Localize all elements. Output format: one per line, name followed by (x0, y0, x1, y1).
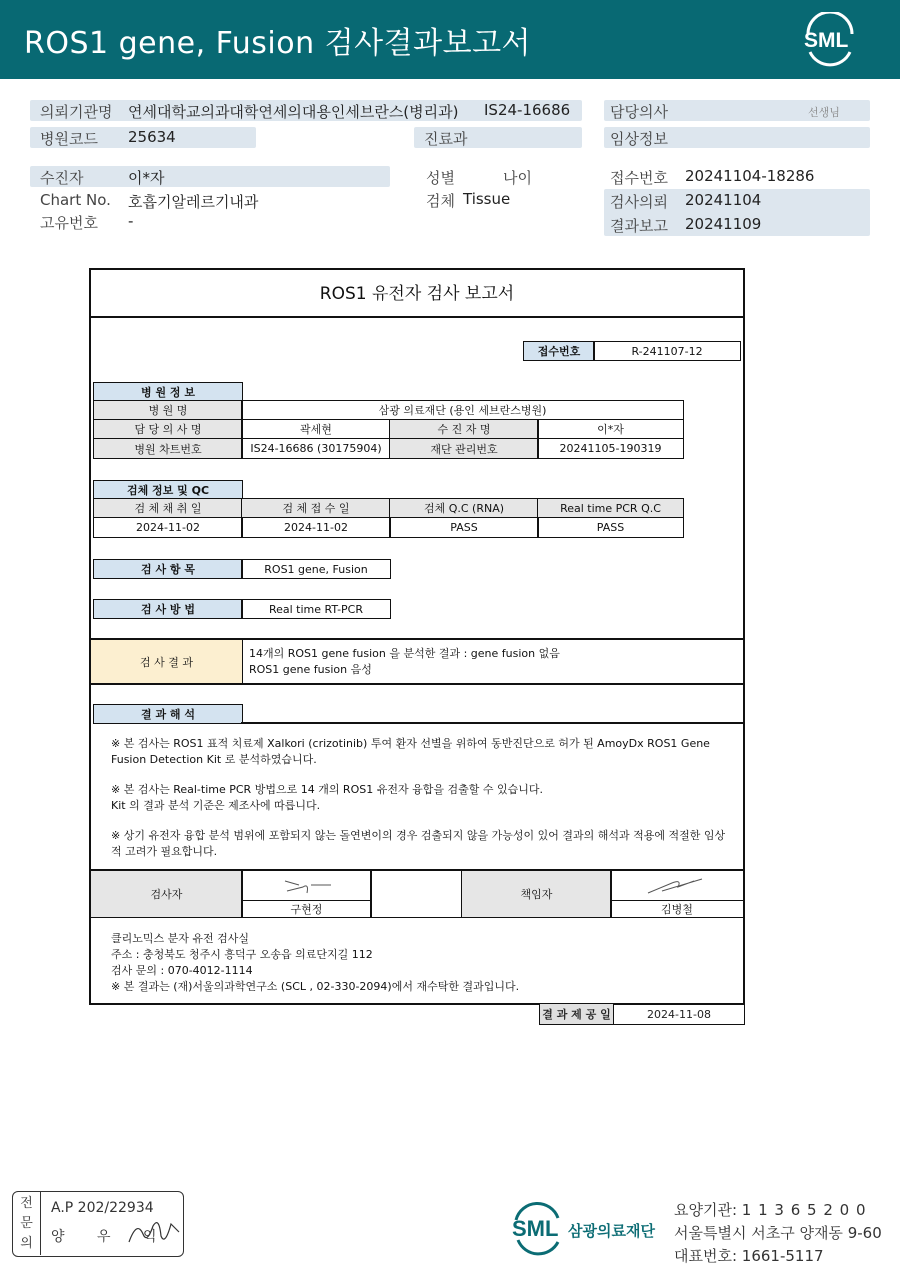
test-method-val: Real time RT-PCR (241, 599, 391, 619)
patient-label: 수진자 (40, 169, 84, 187)
val-qc-pcr: PASS (537, 517, 684, 538)
footer-logo (510, 1200, 670, 1256)
institution-label: 의뢰기관명 (40, 103, 113, 121)
logo-text: SML (804, 29, 849, 52)
hospital-name-val: 삼광 의료재단 (용인 세브란스병원) (241, 400, 684, 420)
col-qc-rna: 검체 Q.C (RNA) (389, 498, 539, 518)
lab-contact: 검사 문의 : 070-4012-1114 (111, 964, 253, 977)
report-title: ROS1 유전자 검사 보고서 (91, 270, 743, 318)
test-method-key: 검 사 방 법 (93, 599, 243, 619)
doctor-key: 담 당 의 사 명 (93, 419, 243, 439)
interp-3b: 적 고려가 필요합니다. (111, 845, 218, 858)
chart-value: 호흡기알레르기내과 (128, 193, 259, 211)
result-line-2: ROS1 gene fusion 음성 (249, 663, 372, 676)
interp-2b: Kit 의 결과 분석 기준은 제조사에 따릅니다. (111, 799, 321, 812)
footer-line-1-label: 요양기관: (674, 1201, 742, 1219)
mgmt-key: 재단 관리번호 (389, 438, 539, 459)
hospital-name-key: 병 원 명 (93, 400, 243, 420)
footer-line-3-value: 1661-5117 (741, 1247, 824, 1265)
col-qc-pcr: Real time PCR Q.C (537, 498, 684, 518)
result-date-val: 2024-11-08 (647, 1007, 711, 1021)
interp-line (241, 722, 743, 724)
chart-label: Chart No. (40, 191, 111, 209)
test-item-key: 검 사 항 목 (93, 559, 243, 579)
specimen-value: Tissue (463, 190, 511, 208)
interpretation-key: 결 과 해 석 (93, 704, 243, 724)
result-line-1: 14개의 ROS1 gene fusion 을 분석한 결과 : gene fusion 없음 (249, 647, 560, 660)
footer-sml-text: SML (512, 1216, 559, 1241)
footer-line-3-label: 대표번호: (674, 1247, 742, 1265)
request-label: 검사의뢰 (610, 193, 668, 211)
doctor-label: 담당의사 (610, 103, 668, 121)
responsible-key: 책임자 (461, 870, 612, 918)
report-document (89, 268, 745, 1005)
receipt-val: R-241107-12 (593, 341, 741, 361)
stamp-ap: A.P 202/22934 (51, 1200, 154, 1216)
test-item-val: ROS1 gene, Fusion (241, 559, 391, 579)
sex-label: 성별 (426, 169, 455, 187)
footer-line-2: 서울특별시 서초구 양재동 9-60 (674, 1224, 882, 1242)
stamp-side-2: 문 (20, 1216, 33, 1231)
tester-signature (241, 870, 372, 901)
responsible-signature (610, 870, 743, 901)
hospital-code-value: 25634 (128, 128, 176, 146)
mgmt-val: 20241105-190319 (537, 438, 684, 459)
interp-3a: ※ 상기 유전자 융합 분석 범위에 포함되지 않는 돌연변이의 경우 검출되지 않을 가능성이 있어 결과의 해석과 적용에 적절한 임상 (111, 829, 726, 842)
val-receive-date: 2024-11-02 (241, 517, 391, 538)
doctor-suffix: 선생님 (808, 106, 840, 119)
report-label: 결과보고 (610, 217, 668, 235)
col-collect-date: 검 체 채 취 일 (93, 498, 243, 518)
specimen-section-header: 검체 정보 및 QC (93, 480, 243, 499)
chart-key: 병원 차트번호 (93, 438, 243, 459)
val-qc-rna: PASS (389, 517, 539, 538)
age-label: 나이 (503, 169, 532, 187)
specimen-label: 검체 (426, 192, 455, 210)
receipt-key: 접수번호 (523, 341, 595, 361)
blank-cell (370, 870, 463, 918)
patient-value: 이*자 (128, 169, 165, 187)
chart-val: IS24-16686 (30175904) (241, 438, 391, 459)
receipt-value: 20241104-18286 (685, 167, 815, 185)
hospital-section-header: 병 원 정 보 (93, 382, 243, 401)
page-title: ROS1 gene, Fusion 검사결과보고서 (24, 26, 532, 61)
patient-val: 이*자 (537, 419, 684, 439)
tester-name: 구현정 (241, 900, 372, 918)
lab-info (111, 931, 519, 995)
footer-korean-text: 삼광의료재단 (568, 1222, 655, 1240)
unique-label: 고유번호 (40, 214, 98, 232)
sml-logo-icon (800, 12, 860, 68)
tester-signature-icon (277, 875, 337, 897)
tester-key: 검사자 (91, 870, 243, 918)
result-key: 검 사 결 과 (91, 639, 243, 684)
lab-address: 주소 : 충청북도 청주시 흥덕구 오송읍 의료단지길 112 (111, 948, 373, 961)
footer-line-1-value: 1 1 3 6 5 2 0 0 (741, 1201, 867, 1219)
department-label: 진료과 (424, 130, 468, 148)
patient-row (30, 166, 390, 187)
stamp-side-1: 전 (20, 1196, 33, 1211)
stamp-side (13, 1192, 41, 1255)
result-date-box (539, 1003, 745, 1025)
doctor-val: 곽세현 (241, 419, 391, 439)
result-bottom-line (91, 683, 743, 685)
header-bar (0, 0, 900, 79)
report-value: 20241109 (685, 215, 762, 233)
result-date-key: 결 과 제 공 일 (540, 1004, 614, 1024)
val-collect-date: 2024-11-02 (93, 517, 243, 538)
specialist-stamp (12, 1191, 184, 1257)
footer-info (674, 1199, 882, 1268)
stamp-side-3: 의 (20, 1236, 33, 1251)
footer-line-1 (674, 1199, 882, 1222)
patient-key: 수 진 자 명 (389, 419, 539, 439)
request-value: 20241104 (685, 191, 762, 209)
clinical-label: 임상정보 (610, 130, 668, 148)
stamp-signature-icon (125, 1214, 183, 1250)
interp-2a: ※ 본 검사는 Real-time PCR 방법으로 14 개의 ROS1 유전자 융합을 검출할 수 있습니다. (111, 783, 543, 796)
receipt-label: 접수번호 (610, 169, 668, 187)
responsible-name: 김병철 (610, 900, 743, 918)
hospital-code-label: 병원코드 (40, 130, 98, 148)
col-receive-date: 검 체 접 수 일 (241, 498, 391, 518)
specimen-id: IS24-16686 (484, 101, 571, 119)
result-text (249, 646, 560, 678)
footer-line-3 (674, 1245, 882, 1268)
stamp-name: 양 우 익 (51, 1229, 171, 1245)
interp-1b: Fusion Detection Kit 로 분석하였습니다. (111, 753, 317, 766)
lab-note: ※ 본 결과는 (재)서울의과학연구소 (SCL , 02-330-2094)에서 재수탁한 결과입니다. (111, 980, 520, 993)
lab-name: 클리노믹스 분자 유전 검사실 (111, 932, 250, 945)
institution-value: 연세대학교의과대학연세의대용인세브란스(병리과) (128, 103, 459, 121)
interp-1a: ※ 본 검사는 ROS1 표적 치료제 Xalkori (crizotinib) 투여 환자 선별을 위하여 동반진단으로 허가 된 AmoyDx ROS1 Gene (111, 737, 710, 750)
responsible-signature-icon (642, 875, 712, 897)
unique-value: - (128, 212, 134, 230)
interpretation-text (111, 736, 731, 860)
